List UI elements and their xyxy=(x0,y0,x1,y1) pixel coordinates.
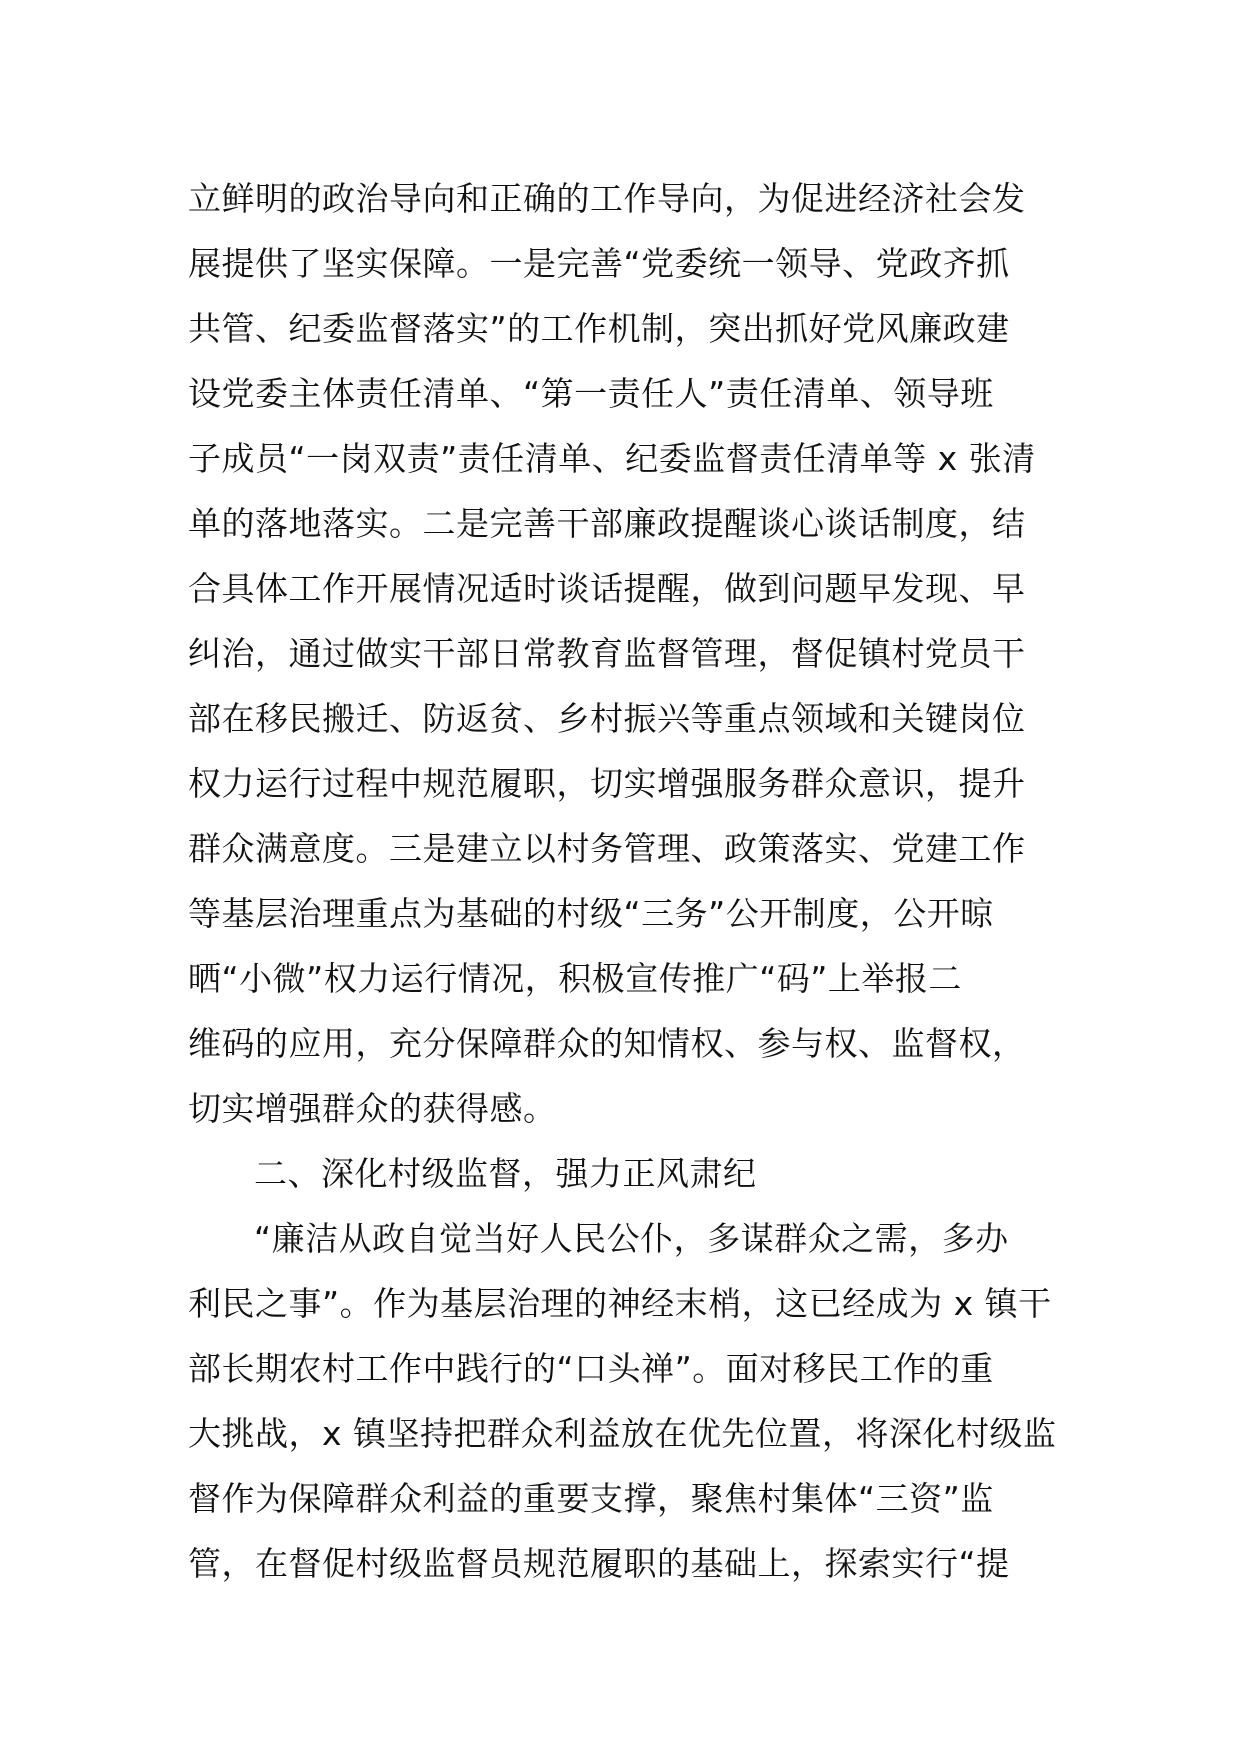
text-line: 权力运行过程中规范履职，切实增强服务群众意识，提升 xyxy=(188,764,1026,803)
text-line: 单的落地落实。二是完善干部廉政提醒谈心谈话制度，结 xyxy=(188,504,1026,543)
text-line: 纠治，通过做实干部日常教育监督管理，督促镇村党员干 xyxy=(188,634,1026,673)
text-line: 晒“小微”权力运行情况，积极宣传推广“码”上举报二 xyxy=(188,959,962,998)
text-line: 大挑战，x 镇坚持把群众利益放在优先位置，将深化村级监 xyxy=(188,1414,1057,1453)
text-line: 维码的应用，充分保障群众的知情权、参与权、监督权， xyxy=(188,1024,1026,1063)
text-line: 合具体工作开展情况适时谈话提醒，做到问题早发现、早 xyxy=(188,569,1026,608)
text-line: 等基层治理重点为基础的村级“三务”公开制度，公开晾 xyxy=(188,894,994,933)
text-line: 立鲜明的政治导向和正确的工作导向，为促进经济社会发 xyxy=(188,179,1026,218)
text-line: 督作为保障群众利益的重要支撑，聚焦村集体“三资”监 xyxy=(188,1479,994,1518)
text-line: 共管、纪委监督落实”的工作机制，突出抓好党风廉政建 xyxy=(188,309,1010,348)
text-line: 利民之事”。作为基层治理的神经末梢，这已经成为 x 镇干 xyxy=(188,1284,1052,1323)
text-line: 管，在督促村级监督员规范履职的基础上，探索实行“提 xyxy=(188,1544,1010,1583)
text-line: 部长期农村工作中践行的“口头禅”。面对移民工作的重 xyxy=(188,1349,994,1388)
section-heading: 二、深化村级监督，强力正风肃纪 xyxy=(254,1154,757,1193)
text-line: 设党委主体责任清单、“第一责任人”责任清单、领导班 xyxy=(188,374,994,413)
text-line: 子成员“一岗双责”责任清单、纪委监督责任清单等 x 张清 xyxy=(188,439,1036,478)
text-line: 展提供了坚实保障。一是完善“党委统一领导、党政齐抓 xyxy=(188,244,1010,283)
paragraph-first-line: “廉洁从政自觉当好人民公仆，多谋群众之需，多办 xyxy=(254,1219,1009,1258)
text-line: 部在移民搬迁、防返贫、乡村振兴等重点领域和关键岗位 xyxy=(188,699,1026,738)
text-line: 群众满意度。三是建立以村务管理、政策落实、党建工作 xyxy=(188,829,1026,868)
text-line: 切实增强群众的获得感。 xyxy=(188,1089,557,1128)
body-text xyxy=(188,166,1064,1596)
